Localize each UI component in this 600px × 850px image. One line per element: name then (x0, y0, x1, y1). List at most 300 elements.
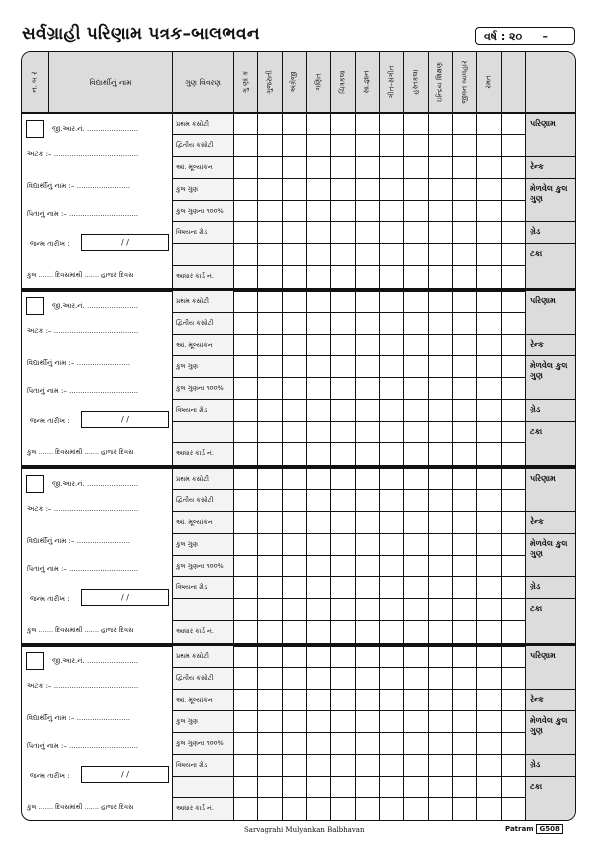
mark-cell[interactable] (477, 733, 501, 755)
mark-cell[interactable] (258, 179, 282, 201)
mark-cell[interactable] (234, 690, 258, 712)
mark-cell[interactable] (234, 443, 258, 465)
mark-cell[interactable] (404, 222, 428, 244)
mark-cell[interactable] (234, 356, 258, 378)
mark-cell[interactable] (331, 356, 355, 378)
mark-cell[interactable] (502, 469, 526, 491)
mark-cell[interactable] (429, 135, 453, 157)
mark-cell[interactable] (356, 313, 380, 335)
mark-cell[interactable] (429, 556, 453, 578)
mark-cell[interactable] (234, 733, 258, 755)
attendance-field[interactable]: કુલ ....... દિવસમાંથી ....... હાજર દિવસ (27, 270, 134, 279)
mark-cell[interactable] (502, 313, 526, 335)
father-name-field[interactable]: પિતાનું નામ :– ............................... (27, 564, 139, 573)
student-name-field[interactable]: વિદ્યાર્થીનું નામ :– ........................ (27, 359, 131, 367)
mark-cell[interactable] (453, 534, 477, 556)
mark-cell[interactable] (429, 313, 453, 335)
mark-cell[interactable] (404, 777, 428, 799)
mark-cell[interactable] (356, 733, 380, 755)
mark-cell[interactable] (429, 114, 453, 136)
mark-cell[interactable] (356, 711, 380, 733)
student-name-field[interactable]: વિદ્યાર્થીનું નામ :– ........................ (27, 536, 131, 545)
mark-cell[interactable] (234, 777, 258, 799)
mark-cell[interactable] (404, 711, 428, 733)
mark-cell[interactable] (307, 599, 331, 621)
mark-cell[interactable] (283, 577, 307, 599)
mark-cell[interactable] (283, 313, 307, 335)
mark-cell[interactable] (380, 469, 404, 491)
mark-cell[interactable] (258, 668, 282, 690)
mark-cell[interactable] (477, 157, 501, 179)
mark-cell[interactable] (453, 422, 477, 444)
mark-cell[interactable] (429, 400, 453, 422)
mark-cell[interactable] (307, 534, 331, 556)
mark-cell[interactable] (477, 114, 501, 136)
mark-cell[interactable] (380, 313, 404, 335)
mark-cell[interactable] (477, 222, 501, 244)
mark-cell[interactable] (429, 378, 453, 400)
mark-cell[interactable] (380, 646, 404, 668)
mark-cell[interactable] (453, 135, 477, 157)
mark-cell[interactable] (283, 443, 307, 465)
mark-cell[interactable] (307, 469, 331, 491)
mark-cell[interactable] (331, 422, 355, 444)
roll-box[interactable] (26, 120, 44, 138)
student-name-field[interactable]: વિદ્યાર્થીનું નામ :– ........................ (27, 181, 131, 190)
mark-cell[interactable] (380, 201, 404, 223)
mark-cell[interactable] (453, 646, 477, 668)
mark-cell[interactable] (453, 222, 477, 244)
mark-cell[interactable] (404, 335, 428, 357)
mark-cell[interactable] (307, 201, 331, 223)
mark-cell[interactable] (429, 422, 453, 444)
mark-cell[interactable] (234, 313, 258, 335)
mark-cell[interactable] (307, 556, 331, 578)
mark-cell[interactable] (356, 577, 380, 599)
surname-field[interactable]: અટક :– ...................................... (27, 682, 139, 690)
attendance-field[interactable]: કુલ ....... દિવસમાંથી ....... હાજર દિવસ (27, 625, 134, 634)
mark-cell[interactable] (283, 291, 307, 313)
mark-cell[interactable] (380, 599, 404, 621)
mark-cell[interactable] (307, 291, 331, 313)
mark-cell[interactable] (380, 556, 404, 578)
mark-cell[interactable] (307, 733, 331, 755)
mark-cell[interactable] (331, 711, 355, 733)
mark-cell[interactable] (477, 179, 501, 201)
mark-cell[interactable] (453, 711, 477, 733)
mark-cell[interactable] (258, 400, 282, 422)
mark-cell[interactable] (331, 244, 355, 266)
mark-cell[interactable] (258, 690, 282, 712)
mark-cell[interactable] (307, 135, 331, 157)
mark-cell[interactable] (283, 157, 307, 179)
mark-cell[interactable] (307, 335, 331, 357)
mark-cell[interactable] (234, 157, 258, 179)
mark-cell[interactable] (234, 490, 258, 512)
mark-cell[interactable] (453, 114, 477, 136)
mark-cell[interactable] (502, 291, 526, 313)
mark-cell[interactable] (356, 490, 380, 512)
mark-cell[interactable] (258, 577, 282, 599)
mark-cell[interactable] (429, 335, 453, 357)
mark-cell[interactable] (307, 711, 331, 733)
mark-cell[interactable] (356, 201, 380, 223)
father-name-field[interactable]: પિતાનું નામ :– ............................... (27, 742, 139, 750)
mark-cell[interactable] (380, 222, 404, 244)
mark-cell[interactable] (234, 599, 258, 621)
mark-cell[interactable] (283, 335, 307, 357)
mark-cell[interactable] (429, 443, 453, 465)
mark-cell[interactable] (258, 244, 282, 266)
mark-cell[interactable] (307, 443, 331, 465)
mark-cell[interactable] (404, 400, 428, 422)
mark-cell[interactable] (258, 135, 282, 157)
mark-cell[interactable] (502, 378, 526, 400)
mark-cell[interactable] (404, 135, 428, 157)
mark-cell[interactable] (453, 556, 477, 578)
mark-cell[interactable] (502, 179, 526, 201)
mark-cell[interactable] (307, 400, 331, 422)
mark-cell[interactable] (258, 512, 282, 534)
mark-cell[interactable] (453, 356, 477, 378)
mark-cell[interactable] (502, 534, 526, 556)
mark-cell[interactable] (404, 690, 428, 712)
mark-cell[interactable] (331, 201, 355, 223)
mark-cell[interactable] (356, 335, 380, 357)
mark-cell[interactable] (380, 443, 404, 465)
mark-cell[interactable] (307, 378, 331, 400)
mark-cell[interactable] (453, 490, 477, 512)
mark-cell[interactable] (404, 313, 428, 335)
mark-cell[interactable] (380, 356, 404, 378)
mark-cell[interactable] (429, 711, 453, 733)
mark-cell[interactable] (380, 335, 404, 357)
mark-cell[interactable] (404, 469, 428, 491)
mark-cell[interactable] (356, 422, 380, 444)
mark-cell[interactable] (234, 469, 258, 491)
mark-cell[interactable] (234, 222, 258, 244)
mark-cell[interactable] (453, 469, 477, 491)
mark-cell[interactable] (258, 556, 282, 578)
mark-cell[interactable] (356, 777, 380, 799)
mark-cell[interactable] (234, 201, 258, 223)
mark-cell[interactable] (404, 291, 428, 313)
mark-cell[interactable] (331, 469, 355, 491)
mark-cell[interactable] (502, 222, 526, 244)
mark-cell[interactable] (477, 378, 501, 400)
mark-cell[interactable] (283, 668, 307, 690)
mark-cell[interactable] (331, 599, 355, 621)
mark-cell[interactable] (404, 755, 428, 777)
mark-cell[interactable] (356, 378, 380, 400)
mark-cell[interactable] (283, 534, 307, 556)
mark-cell[interactable] (331, 733, 355, 755)
mark-cell[interactable] (429, 621, 453, 643)
mark-cell[interactable] (331, 556, 355, 578)
mark-cell[interactable] (429, 356, 453, 378)
mark-cell[interactable] (477, 469, 501, 491)
mark-cell[interactable] (283, 400, 307, 422)
mark-cell[interactable] (356, 512, 380, 534)
mark-cell[interactable] (404, 512, 428, 534)
mark-cell[interactable] (477, 621, 501, 643)
mark-cell[interactable] (380, 777, 404, 799)
mark-cell[interactable] (283, 356, 307, 378)
mark-cell[interactable] (404, 201, 428, 223)
mark-cell[interactable] (502, 335, 526, 357)
mark-cell[interactable] (283, 711, 307, 733)
mark-cell[interactable] (429, 157, 453, 179)
mark-cell[interactable] (502, 201, 526, 223)
mark-cell[interactable] (404, 378, 428, 400)
mark-cell[interactable] (404, 534, 428, 556)
mark-cell[interactable] (404, 422, 428, 444)
mark-cell[interactable] (356, 400, 380, 422)
mark-cell[interactable] (356, 798, 380, 820)
roll-box[interactable] (26, 297, 44, 315)
mark-cell[interactable] (283, 512, 307, 534)
mark-cell[interactable] (307, 266, 331, 288)
mark-cell[interactable] (502, 443, 526, 465)
mark-cell[interactable] (429, 179, 453, 201)
mark-cell[interactable] (502, 157, 526, 179)
mark-cell[interactable] (356, 534, 380, 556)
mark-cell[interactable] (283, 266, 307, 288)
mark-cell[interactable] (453, 621, 477, 643)
mark-cell[interactable] (356, 443, 380, 465)
mark-cell[interactable] (331, 335, 355, 357)
mark-cell[interactable] (502, 244, 526, 266)
mark-cell[interactable] (258, 469, 282, 491)
mark-cell[interactable] (356, 114, 380, 136)
mark-cell[interactable] (234, 422, 258, 444)
mark-cell[interactable] (453, 400, 477, 422)
father-name-field[interactable]: પિતાનું નામ :– ............................... (27, 209, 139, 218)
mark-cell[interactable] (502, 114, 526, 136)
mark-cell[interactable] (307, 690, 331, 712)
mark-cell[interactable] (477, 668, 501, 690)
mark-cell[interactable] (380, 400, 404, 422)
mark-cell[interactable] (404, 179, 428, 201)
mark-cell[interactable] (380, 157, 404, 179)
mark-cell[interactable] (380, 755, 404, 777)
mark-cell[interactable] (404, 577, 428, 599)
mark-cell[interactable] (453, 668, 477, 690)
mark-cell[interactable] (429, 534, 453, 556)
mark-cell[interactable] (404, 621, 428, 643)
mark-cell[interactable] (477, 443, 501, 465)
mark-cell[interactable] (477, 490, 501, 512)
mark-cell[interactable] (234, 179, 258, 201)
mark-cell[interactable] (356, 244, 380, 266)
mark-cell[interactable] (283, 777, 307, 799)
mark-cell[interactable] (331, 668, 355, 690)
mark-cell[interactable] (307, 244, 331, 266)
mark-cell[interactable] (234, 244, 258, 266)
mark-cell[interactable] (258, 422, 282, 444)
mark-cell[interactable] (307, 356, 331, 378)
mark-cell[interactable] (404, 668, 428, 690)
mark-cell[interactable] (380, 135, 404, 157)
mark-cell[interactable] (331, 157, 355, 179)
mark-cell[interactable] (477, 266, 501, 288)
mark-cell[interactable] (453, 577, 477, 599)
mark-cell[interactable] (502, 512, 526, 534)
mark-cell[interactable] (234, 114, 258, 136)
mark-cell[interactable] (283, 599, 307, 621)
mark-cell[interactable] (356, 755, 380, 777)
mark-cell[interactable] (477, 577, 501, 599)
mark-cell[interactable] (404, 798, 428, 820)
mark-cell[interactable] (429, 291, 453, 313)
mark-cell[interactable] (234, 577, 258, 599)
mark-cell[interactable] (234, 335, 258, 357)
mark-cell[interactable] (502, 690, 526, 712)
roll-box[interactable] (26, 475, 44, 493)
mark-cell[interactable] (404, 599, 428, 621)
mark-cell[interactable] (380, 422, 404, 444)
mark-cell[interactable] (502, 621, 526, 643)
mark-cell[interactable] (477, 356, 501, 378)
dob-box[interactable] (81, 234, 169, 251)
mark-cell[interactable] (307, 222, 331, 244)
mark-cell[interactable] (258, 114, 282, 136)
mark-cell[interactable] (502, 668, 526, 690)
mark-cell[interactable] (404, 266, 428, 288)
mark-cell[interactable] (380, 378, 404, 400)
mark-cell[interactable] (404, 556, 428, 578)
mark-cell[interactable] (502, 356, 526, 378)
mark-cell[interactable] (477, 556, 501, 578)
mark-cell[interactable] (258, 711, 282, 733)
mark-cell[interactable] (234, 755, 258, 777)
mark-cell[interactable] (477, 313, 501, 335)
mark-cell[interactable] (429, 512, 453, 534)
attendance-field[interactable]: કુલ ....... દિવસમાંથી ....... હાજર દિવસ (27, 803, 134, 811)
gr-number[interactable]: જી.આર.નં. ....................... (52, 302, 139, 310)
mark-cell[interactable] (453, 443, 477, 465)
mark-cell[interactable] (258, 755, 282, 777)
mark-cell[interactable] (453, 266, 477, 288)
mark-cell[interactable] (283, 621, 307, 643)
mark-cell[interactable] (258, 313, 282, 335)
mark-cell[interactable] (477, 422, 501, 444)
mark-cell[interactable] (234, 798, 258, 820)
mark-cell[interactable] (356, 599, 380, 621)
mark-cell[interactable] (477, 690, 501, 712)
mark-cell[interactable] (283, 222, 307, 244)
mark-cell[interactable] (283, 378, 307, 400)
mark-cell[interactable] (331, 400, 355, 422)
mark-cell[interactable] (234, 135, 258, 157)
mark-cell[interactable] (429, 201, 453, 223)
mark-cell[interactable] (502, 646, 526, 668)
mark-cell[interactable] (307, 313, 331, 335)
mark-cell[interactable] (283, 798, 307, 820)
mark-cell[interactable] (453, 313, 477, 335)
mark-cell[interactable] (380, 114, 404, 136)
mark-cell[interactable] (258, 490, 282, 512)
mark-cell[interactable] (283, 114, 307, 136)
mark-cell[interactable] (331, 222, 355, 244)
mark-cell[interactable] (453, 378, 477, 400)
mark-cell[interactable] (380, 490, 404, 512)
mark-cell[interactable] (477, 135, 501, 157)
mark-cell[interactable] (502, 266, 526, 288)
mark-cell[interactable] (356, 179, 380, 201)
mark-cell[interactable] (356, 222, 380, 244)
mark-cell[interactable] (307, 490, 331, 512)
mark-cell[interactable] (331, 266, 355, 288)
mark-cell[interactable] (380, 534, 404, 556)
mark-cell[interactable] (283, 244, 307, 266)
mark-cell[interactable] (380, 668, 404, 690)
gr-number[interactable]: જી.આર.નં. ....................... (52, 479, 139, 488)
mark-cell[interactable] (283, 469, 307, 491)
mark-cell[interactable] (258, 291, 282, 313)
mark-cell[interactable] (331, 777, 355, 799)
mark-cell[interactable] (234, 291, 258, 313)
mark-cell[interactable] (307, 422, 331, 444)
mark-cell[interactable] (258, 646, 282, 668)
mark-cell[interactable] (283, 490, 307, 512)
mark-cell[interactable] (307, 755, 331, 777)
dob-box[interactable] (81, 411, 169, 428)
mark-cell[interactable] (331, 291, 355, 313)
mark-cell[interactable] (477, 534, 501, 556)
mark-cell[interactable] (331, 646, 355, 668)
mark-cell[interactable] (356, 690, 380, 712)
mark-cell[interactable] (477, 400, 501, 422)
mark-cell[interactable] (356, 646, 380, 668)
mark-cell[interactable] (477, 777, 501, 799)
mark-cell[interactable] (356, 668, 380, 690)
mark-cell[interactable] (477, 798, 501, 820)
mark-cell[interactable] (404, 646, 428, 668)
mark-cell[interactable] (283, 690, 307, 712)
mark-cell[interactable] (477, 646, 501, 668)
mark-cell[interactable] (258, 534, 282, 556)
mark-cell[interactable] (331, 621, 355, 643)
mark-cell[interactable] (453, 777, 477, 799)
mark-cell[interactable] (356, 356, 380, 378)
mark-cell[interactable] (429, 668, 453, 690)
mark-cell[interactable] (331, 443, 355, 465)
mark-cell[interactable] (331, 313, 355, 335)
mark-cell[interactable] (429, 469, 453, 491)
gr-number[interactable]: જી.આર.નં. ....................... (52, 657, 139, 665)
mark-cell[interactable] (234, 534, 258, 556)
mark-cell[interactable] (429, 646, 453, 668)
mark-cell[interactable] (283, 135, 307, 157)
surname-field[interactable]: અટક :– ...................................... (27, 149, 139, 158)
mark-cell[interactable] (356, 157, 380, 179)
mark-cell[interactable] (429, 755, 453, 777)
mark-cell[interactable] (429, 777, 453, 799)
mark-cell[interactable] (477, 335, 501, 357)
mark-cell[interactable] (453, 179, 477, 201)
mark-cell[interactable] (307, 577, 331, 599)
mark-cell[interactable] (234, 646, 258, 668)
mark-cell[interactable] (331, 490, 355, 512)
surname-field[interactable]: અટક :– ...................................... (27, 504, 139, 513)
mark-cell[interactable] (502, 577, 526, 599)
mark-cell[interactable] (258, 777, 282, 799)
mark-cell[interactable] (258, 266, 282, 288)
mark-cell[interactable] (429, 599, 453, 621)
mark-cell[interactable] (356, 291, 380, 313)
student-name-field[interactable]: વિદ્યાર્થીનું નામ :– ........................ (27, 714, 131, 722)
